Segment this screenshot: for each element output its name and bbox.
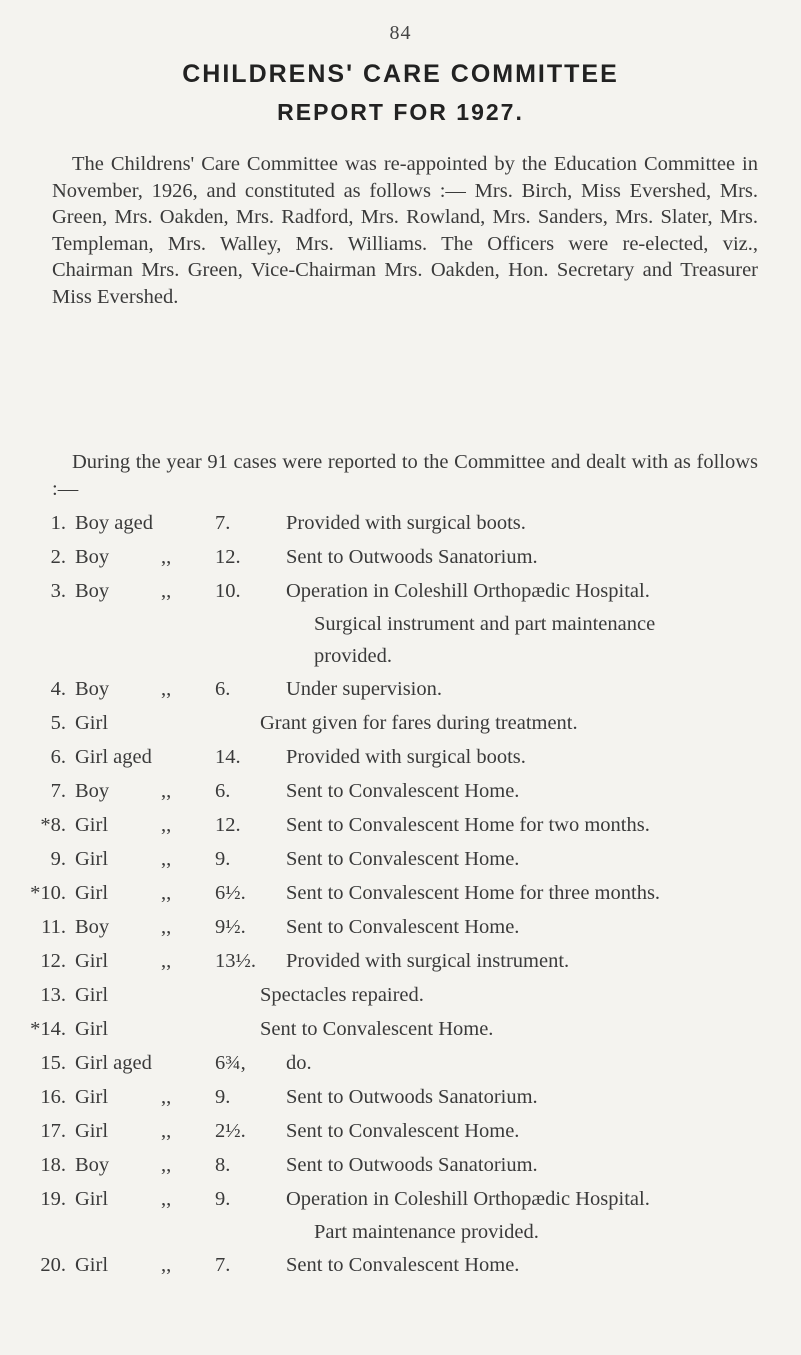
case-item: [0, 814, 801, 848]
case-age: 7.: [215, 1254, 231, 1276]
case-item: [0, 580, 801, 614]
case-outcome: Sent to Convalescent Home.: [286, 916, 520, 938]
case-ditto-mark: ,,: [161, 1154, 172, 1176]
case-child: Boy: [75, 546, 110, 568]
case-item: [0, 848, 801, 882]
case-child: Boy: [75, 1154, 110, 1176]
case-age: 12.: [215, 546, 241, 568]
case-child: Girl: [75, 1086, 109, 1108]
case-age: 14.: [215, 746, 241, 768]
case-child: Girl: [75, 882, 109, 904]
page-heading: CHILDRENS' CARE COMMITTEE: [182, 60, 619, 88]
case-item: [0, 1188, 801, 1222]
case-number: 5.: [50, 712, 66, 734]
case-child: Girl aged: [75, 746, 152, 768]
case-outcome: Sent to Outwoods Sanatorium.: [286, 1086, 538, 1108]
case-age: 10.: [215, 580, 241, 602]
case-item: [0, 546, 801, 580]
case-item: [0, 984, 801, 1018]
case-ditto-mark: ,,: [161, 814, 172, 836]
case-item: [0, 678, 801, 712]
case-age: 6.: [215, 678, 231, 700]
case-outcome: Provided with surgical boots.: [286, 512, 526, 534]
case-age: 9.: [215, 848, 231, 870]
case-ditto-mark: ,,: [161, 882, 172, 904]
page-subheading: REPORT FOR 1927.: [277, 99, 524, 125]
case-outcome: Provided with surgical instrument.: [286, 950, 570, 972]
case-outcome-continued: Part maintenance provided.: [314, 1221, 539, 1243]
case-ditto-mark: ,,: [161, 950, 172, 972]
case-ditto-mark: ,,: [161, 780, 172, 802]
case-number: 4.: [50, 678, 66, 700]
case-age: 8.: [215, 1154, 231, 1176]
case-child: Boy: [75, 780, 110, 802]
case-child: Girl: [75, 814, 109, 836]
cases-intro-paragraph: During the year 91 cases were reported to the Committee and dealt with as follows :—: [52, 451, 758, 500]
case-child: Girl: [75, 848, 109, 870]
case-item: [0, 1154, 801, 1188]
case-outcome: Sent to Convalescent Home for three months.: [286, 882, 661, 904]
case-age: 9.: [215, 1086, 231, 1108]
case-outcome: Sent to Convalescent Home.: [286, 848, 520, 870]
case-age: 6½.: [215, 882, 246, 904]
case-ditto-mark: ,,: [161, 1188, 172, 1210]
case-number: 6.: [50, 746, 66, 768]
case-child: Girl aged: [75, 1052, 152, 1074]
case-child: Girl: [75, 1120, 109, 1142]
case-age: 6¾,: [215, 1052, 246, 1074]
case-age: 9½.: [215, 916, 246, 938]
case-child: Boy: [75, 678, 110, 700]
case-number: 17.: [40, 1120, 66, 1142]
case-age: 12.: [215, 814, 241, 836]
case-age: 7.: [215, 512, 231, 534]
case-outcome: Provided with surgical boots.: [286, 746, 526, 768]
case-child: Girl: [75, 1254, 109, 1276]
case-ditto-mark: ,,: [161, 916, 172, 938]
case-outcome: Spectacles repaired.: [260, 984, 424, 1006]
case-number: 1.: [50, 512, 66, 534]
case-number: *8.: [40, 814, 66, 836]
case-number: *14.: [30, 1018, 66, 1040]
case-child: Girl: [75, 712, 109, 734]
case-item: [0, 1086, 801, 1120]
case-age: 6.: [215, 780, 231, 802]
case-item: [0, 512, 801, 546]
case-item: [0, 1052, 801, 1086]
case-number: 16.: [40, 1086, 66, 1108]
case-number: 9.: [50, 848, 66, 870]
case-age: 9.: [215, 1188, 231, 1210]
case-item: [0, 746, 801, 780]
intro-paragraph: The Childrens' Care Committee was re-appointed by the Education Committee in November, 1926, and constituted as follows :— Mrs. Birch, Miss Evershed, Mrs. Green, Mrs. Oakden, Mrs. Radford, Mrs. Rowland, Mrs. Sanders, Mrs. Slater, Mrs. Templeman, Mrs. Walley, Mrs. Williams. The Officers were re-elected, viz., Chairman Mrs. Green, Vice-Chairman Mrs. Oakden, Hon. Secretary and Treasurer Miss Evershed.: [52, 153, 758, 308]
case-outcome-continued: Surgical instrument and part maintenance: [314, 613, 656, 635]
case-item: [0, 916, 801, 950]
case-ditto-mark: ,,: [161, 1254, 172, 1276]
case-outcome: Sent to Convalescent Home.: [260, 1018, 494, 1040]
case-ditto-mark: ,,: [161, 1120, 172, 1142]
case-number: 7.: [50, 780, 66, 802]
case-number: 2.: [50, 546, 66, 568]
case-item: [0, 950, 801, 984]
case-item: [0, 1254, 801, 1288]
case-outcome: Operation in Coleshill Orthopædic Hospital.: [286, 580, 650, 602]
case-child: Girl: [75, 1188, 109, 1210]
case-age: 13½.: [215, 950, 256, 972]
case-outcome: Sent to Convalescent Home for two months.: [286, 814, 650, 836]
case-ditto-mark: ,,: [161, 678, 172, 700]
case-ditto-mark: ,,: [161, 1086, 172, 1108]
case-child: Girl: [75, 950, 109, 972]
case-outcome: Grant given for fares during treatment.: [260, 712, 578, 734]
case-item: [0, 1120, 801, 1154]
case-child: Girl: [75, 984, 109, 1006]
case-outcome: Sent to Outwoods Sanatorium.: [286, 1154, 538, 1176]
case-number: 12.: [40, 950, 66, 972]
case-item: [0, 780, 801, 814]
case-number: 3.: [50, 580, 66, 602]
case-number: 19.: [40, 1188, 66, 1210]
case-child: Boy aged: [75, 512, 153, 534]
case-number: *10.: [30, 882, 66, 904]
case-ditto-mark: ,,: [161, 580, 172, 602]
cases-list: [0, 512, 801, 1288]
case-number: 18.: [40, 1154, 66, 1176]
case-outcome: Sent to Outwoods Sanatorium.: [286, 546, 538, 568]
case-outcome-continued: provided.: [314, 645, 392, 667]
case-item: [0, 712, 801, 746]
case-child: Boy: [75, 916, 110, 938]
case-number: 13.: [40, 984, 66, 1006]
case-number: 15.: [40, 1052, 66, 1074]
case-child: Boy: [75, 580, 110, 602]
case-outcome: Under supervision.: [286, 678, 443, 700]
case-number: 11.: [41, 916, 66, 938]
case-outcome: Sent to Convalescent Home.: [286, 780, 520, 802]
page-number: 84: [389, 22, 412, 44]
case-outcome: Sent to Convalescent Home.: [286, 1120, 520, 1142]
case-ditto-mark: ,,: [161, 546, 172, 568]
case-outcome: Operation in Coleshill Orthopædic Hospital.: [286, 1188, 650, 1210]
case-item: [0, 1018, 801, 1052]
case-item: [0, 882, 801, 916]
case-number: 20.: [40, 1254, 66, 1276]
case-age: 2½.: [215, 1120, 246, 1142]
case-child: Girl: [75, 1018, 109, 1040]
case-outcome: Sent to Convalescent Home.: [286, 1254, 520, 1276]
case-outcome: do.: [286, 1052, 312, 1074]
case-ditto-mark: ,,: [161, 848, 172, 870]
